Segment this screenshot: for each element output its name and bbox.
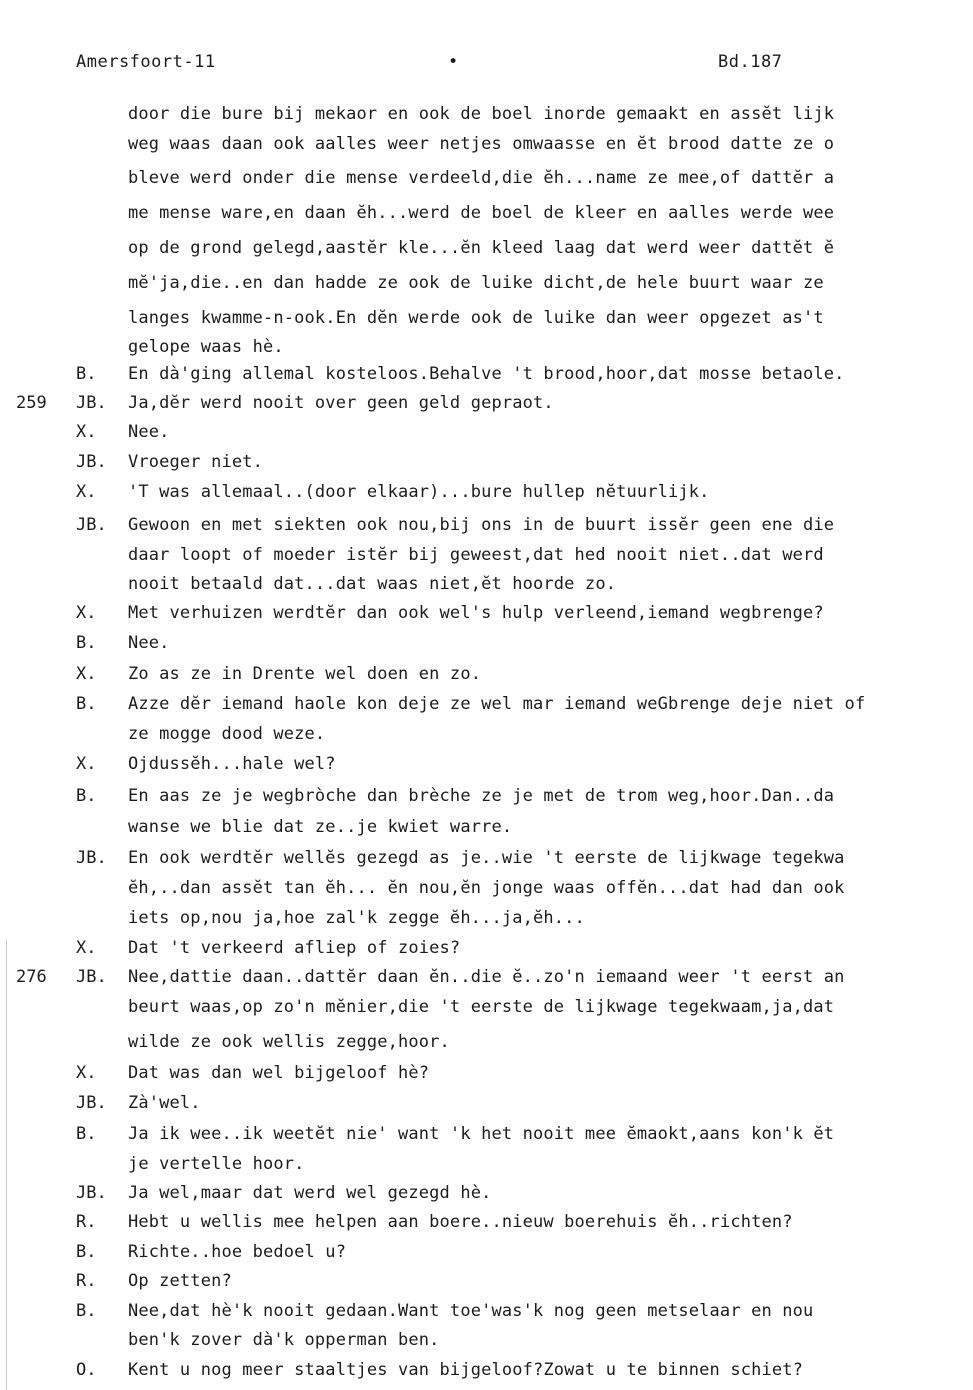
- line-text: me mense ware,en daan ĕh...werd de boel de kleer en aalles werde wee: [128, 203, 835, 223]
- transcript-line: [0, 452, 973, 478]
- line-number: 276: [16, 967, 47, 987]
- line-text: langes kwamme-n-ook.En dĕn werde ook de luike dan weer opgezet as't: [128, 308, 824, 328]
- line-text: daar loopt of moeder istĕr bij geweest,dat hed nooit niet..dat werd: [128, 545, 824, 565]
- line-text: Azze dĕr iemand haole kon deje ze wel mar iemand weGbrenge deje niet of: [128, 694, 866, 714]
- transcript-line: [0, 134, 973, 160]
- speaker-label: B.: [76, 786, 97, 806]
- transcript-line: [0, 308, 973, 334]
- speaker-label: X.: [76, 1063, 97, 1083]
- line-text: ben'k zover dà'k opperman ben.: [128, 1330, 440, 1350]
- line-text: wilde ze ook wellis zegge,hoor.: [128, 1032, 450, 1052]
- line-text: op de grond gelegd,aastĕr kle...ĕn kleed laag dat werd weer dattĕt ĕ: [128, 238, 835, 258]
- transcript-line: [0, 603, 973, 629]
- line-text: Ja,dĕr werd nooit over geen geld gepraot.: [128, 393, 554, 413]
- transcript-line: [0, 273, 973, 299]
- transcript-line: [0, 337, 973, 363]
- line-text: gelope waas hè.: [128, 337, 284, 357]
- speaker-label: R.: [76, 1271, 97, 1291]
- line-text: Dat was dan wel bijgeloof hè?: [128, 1063, 430, 1083]
- transcript-line: [0, 168, 973, 194]
- line-text: Met verhuizen werdtĕr dan ook wel's hulp verleend,iemand wegbrenge?: [128, 603, 824, 623]
- speaker-label: X.: [76, 482, 97, 502]
- transcript-line: [0, 1242, 973, 1268]
- transcript-line: [0, 104, 973, 130]
- line-text: En ook werdtĕr wellĕs gezegd as je..wie 't eerste de lijkwage tegekwa: [128, 848, 845, 868]
- line-text: Kent u nog meer staaltjes van bijgeloof?Zowat u te binnen schiet?: [128, 1360, 804, 1380]
- line-text: Dat 't verkeerd afliep of zoies?: [128, 938, 461, 958]
- speaker-label: B.: [76, 364, 97, 384]
- transcript-line: [0, 1124, 973, 1150]
- line-text: Zà'wel.: [128, 1093, 201, 1113]
- line-number: 259: [16, 393, 47, 413]
- header-reference: Bd.187: [718, 52, 783, 72]
- line-text: Op zetten?: [128, 1271, 232, 1291]
- line-text: En dà'ging allemal kosteloos.Behalve 't brood,hoor,dat mosse betaole.: [128, 364, 845, 384]
- transcript-line: [0, 1271, 973, 1297]
- transcript-line: [0, 967, 973, 993]
- speaker-label: X.: [76, 422, 97, 442]
- transcript-line: [0, 422, 973, 448]
- speaker-label: X.: [76, 938, 97, 958]
- line-text: Nee,dat hè'k nooit gedaan.Want toe'was'k nog geen metselaar en nou: [128, 1301, 814, 1321]
- speaker-label: JB.: [76, 393, 107, 413]
- speaker-label: R.: [76, 1212, 97, 1232]
- line-text: bleve werd onder die mense verdeeld,die ĕh...name ze mee,of dattĕr a: [128, 168, 835, 188]
- transcript-line: [0, 633, 973, 659]
- line-text: Zo as ze in Drente wel doen en zo.: [128, 664, 482, 684]
- speaker-label: B.: [76, 1242, 97, 1262]
- speaker-label: JB.: [76, 967, 107, 987]
- transcript-line: [0, 1093, 973, 1119]
- line-text: nooit betaald dat...dat waas niet,ĕt hoorde zo.: [128, 574, 617, 594]
- speaker-label: X.: [76, 664, 97, 684]
- line-text: iets op,nou ja,hoe zal'k zegge ĕh...ja,ĕh...: [128, 908, 585, 928]
- transcript-line: [0, 1212, 973, 1238]
- transcript-line: [0, 1032, 973, 1058]
- line-text: weg waas daan ook aalles weer netjes omwaasse en ĕt brood datte ze o: [128, 134, 835, 154]
- transcript-line: [0, 238, 973, 264]
- line-text: Hebt u wellis mee helpen aan boere..nieuw boerehuis ĕh..richten?: [128, 1212, 793, 1232]
- transcript-line: [0, 878, 973, 904]
- transcript-line: [0, 694, 973, 720]
- transcript-line: [0, 1063, 973, 1089]
- transcript-line: [0, 364, 973, 390]
- transcript-line: [0, 1330, 973, 1356]
- transcript-line: [0, 1183, 973, 1209]
- speaker-label: B.: [76, 1301, 97, 1321]
- speaker-label: JB.: [76, 515, 107, 535]
- transcript-line: [0, 1360, 973, 1386]
- transcript-line: [0, 574, 973, 600]
- line-text: Nee.: [128, 422, 170, 442]
- line-text: En aas ze je wegbròche dan brèche ze je met de trom weg,hoor.Dan..da: [128, 786, 835, 806]
- speaker-label: X.: [76, 603, 97, 623]
- transcript-line: [0, 754, 973, 780]
- speaker-label: O.: [76, 1360, 97, 1380]
- line-text: Ja ik wee..ik weetĕt nie' want 'k het nooit mee ĕmaokt,aans kon'k ĕt: [128, 1124, 835, 1144]
- transcript-line: [0, 817, 973, 843]
- transcript-line: [0, 664, 973, 690]
- header-title: Amersfoort-11: [76, 52, 216, 72]
- line-text: Nee,dattie daan..dattĕr daan ĕn..die ĕ..zo'n iemaand weer 't eerst an: [128, 967, 845, 987]
- speaker-label: B.: [76, 633, 97, 653]
- transcript-line: [0, 938, 973, 964]
- transcript-line: [0, 515, 973, 541]
- header-dot: •: [448, 52, 459, 72]
- line-text: Gewoon en met siekten ook nou,bij ons in de buurt issĕr geen ene die: [128, 515, 835, 535]
- transcript-line: [0, 908, 973, 934]
- speaker-label: JB.: [76, 848, 107, 868]
- line-text: ze mogge dood weze.: [128, 724, 326, 744]
- speaker-label: B.: [76, 1124, 97, 1144]
- line-text: door die bure bij mekaor en ook de boel inorde gemaakt en assĕt lijk: [128, 104, 835, 124]
- speaker-label: JB.: [76, 1183, 107, 1203]
- line-text: Ja wel,maar dat werd wel gezegd hè.: [128, 1183, 492, 1203]
- transcript-line: [0, 482, 973, 508]
- transcript-line: [0, 1301, 973, 1327]
- line-text: Ojdussĕh...hale wel?: [128, 754, 336, 774]
- transcript-line: [0, 1154, 973, 1180]
- transcript-line: [0, 786, 973, 812]
- line-text: Vroeger niet.: [128, 452, 264, 472]
- line-text: Nee.: [128, 633, 170, 653]
- transcript-line: [0, 203, 973, 229]
- line-text: 'T was allemaal..(door elkaar)...bure hullep nĕtuurlijk.: [128, 482, 710, 502]
- speaker-label: JB.: [76, 1093, 107, 1113]
- line-text: je vertelle hoor.: [128, 1154, 305, 1174]
- line-text: wanse we blie dat ze..je kwiet warre.: [128, 817, 513, 837]
- speaker-label: B.: [76, 694, 97, 714]
- transcript-line: [0, 848, 973, 874]
- transcript-line: [0, 997, 973, 1023]
- speaker-label: JB.: [76, 452, 107, 472]
- transcript-line: [0, 724, 973, 750]
- line-text: Richte..hoe bedoel u?: [128, 1242, 347, 1262]
- line-text: ĕh,..dan assĕt tan ĕh... ĕn nou,ĕn jonge waas offĕn...dat had dan ook: [128, 878, 845, 898]
- page-header: [76, 52, 973, 80]
- transcript-line: [0, 545, 973, 571]
- speaker-label: X.: [76, 754, 97, 774]
- line-text: beurt waas,op zo'n mĕnier,die 't eerste de lijkwage tegekwaam,ja,dat: [128, 997, 835, 1017]
- transcript-line: [0, 393, 973, 419]
- line-text: mĕ'ja,die..en dan hadde ze ook de luike dicht,de hele buurt waar ze: [128, 273, 824, 293]
